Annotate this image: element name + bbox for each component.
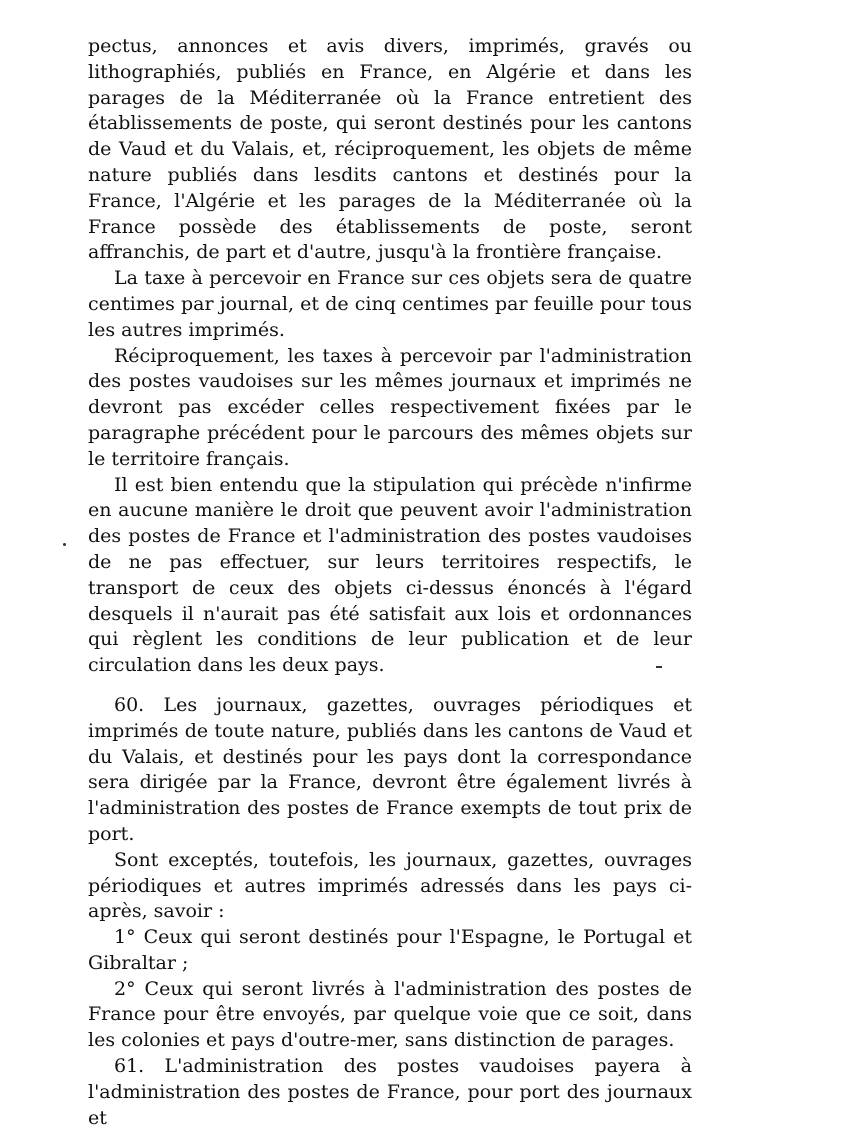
article-61: 61. L'administration des postes vaudoises payera à l'administration des postes de France, pour port des journaux et xyxy=(88,1055,692,1129)
paragraph-reciproquement: Réciproquement, les taxes à percevoir par l'administration des postes vaudoises sur les mêmes journaux et imprimés ne devront pas excéder celles respectivement fixées par le paragraphe précédent pour le parcours des mêmes objets sur le territoire français. xyxy=(88,344,692,470)
article-60: 60. Les journaux, gazettes, ouvrages périodiques et imprimés de toute nature, publiés dans les cantons de Vaud et du Valais, et destinés pour les pays dont la correspondance sera dirigée par la France, devront être également livrés à l'administration des postes de France exempts de tout prix de port. xyxy=(88,693,692,845)
paragraph-continuation: pectus, annonces et avis divers, imprimés, gravés ou lithographiés, publiés en France, en Algérie et dans les parages de la Méditerranée où la France entretient des établissements de poste, qui seront destinés pour les cantons de Vaud et du Valais, et, réciproquement, les objets de même nature publiés dans lesdits cantons et destinés pour la France, l'Algérie et les parages de la Méditerranée où la France possède des établissements de poste, seront affranchis, de part et d'autre, jusqu'à la frontière française. xyxy=(88,35,692,264)
paragraph-taxe: La taxe à percevoir en France sur ces objets sera de quatre centimes par journal, et de cinq centimes par feuille pour tous les autres imprimés. xyxy=(88,267,692,341)
stray-ink-mark xyxy=(656,666,662,668)
paragraph-stipulation: Il est bien entendu que la stipulation qui précède n'infirme en aucune manière le droit que peuvent avoir l'administration des postes de France et l'administration des postes vaudoises de ne pas effectuer, sur leurs territoires respectifs, le transport de ceux des objets ci-dessus énoncés à l'égard desquels il n'aurait pas été satisfait aux lois et ordonnances qui règlent les conditions de leur publication et de leur circulation dans les deux pays. xyxy=(88,473,692,677)
list-item-2: 2° Ceux qui seront livrés à l'administration des postes de France pour être envoyés, par quelque voie que ce soit, dans les colonies et pays d'outre-mer, sans distinction de parages. xyxy=(88,977,692,1052)
paragraph-exceptes: Sont exceptés, toutefois, les journaux, gazettes, ouvrages périodiques et autres imprimés adressés dans les pays ci-après, savoir : xyxy=(88,848,692,923)
list-item-1: 1° Ceux qui seront destinés pour l'Espagne, le Portugal et Gibraltar ; xyxy=(88,926,692,974)
stray-ink-mark xyxy=(63,543,66,546)
document-page xyxy=(88,34,692,1131)
